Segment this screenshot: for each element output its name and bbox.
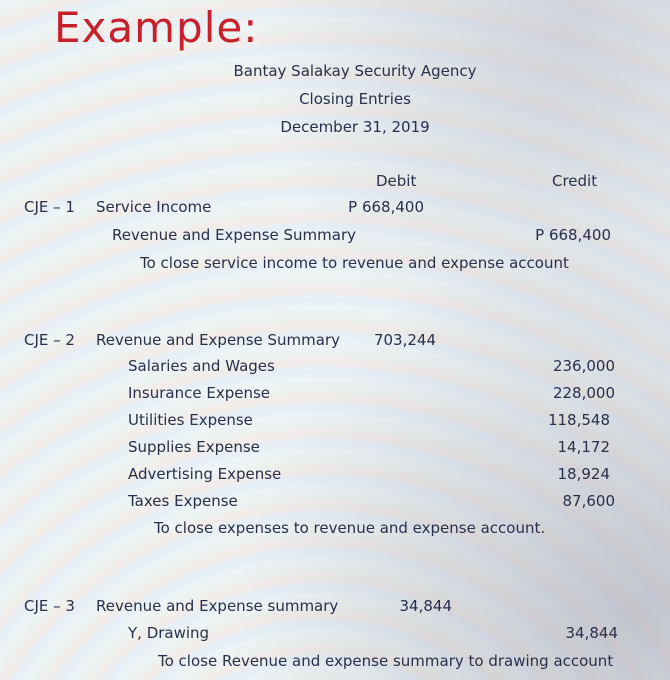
- company-name: Bantay Salakay Security Agency: [233, 62, 477, 80]
- debit-account: Revenue and Expense Summary: [96, 331, 340, 349]
- debit-column-header: Debit: [376, 172, 417, 190]
- debit-amount: 703,244: [373, 331, 436, 349]
- credit-account: Y, Drawing: [128, 624, 210, 642]
- credit-column-header: Credit: [552, 172, 598, 190]
- credit-account: Taxes Expense: [128, 492, 238, 510]
- entry-explanation: To close Revenue and expense summary to drawing account: [158, 652, 614, 670]
- credit-amount: 228,000: [552, 384, 615, 402]
- credit-account: Revenue and Expense Summary: [112, 226, 356, 244]
- credit-amount: 236,000: [552, 357, 615, 375]
- entry-code: CJE – 1: [24, 198, 75, 216]
- statement-name: Closing Entries: [299, 90, 411, 108]
- entry-explanation: To close expenses to revenue and expense account.: [154, 519, 546, 537]
- debit-amount: 34,844: [399, 597, 452, 615]
- credit-amount: 34,844: [565, 624, 618, 642]
- credit-amount: 18,924: [557, 465, 610, 483]
- debit-account: Service Income: [96, 198, 212, 216]
- credit-amount: 87,600: [562, 492, 615, 510]
- credit-amount: 14,172: [557, 438, 610, 456]
- debit-account: Revenue and Expense summary: [96, 597, 339, 615]
- statement-date: December 31, 2019: [280, 118, 430, 136]
- credit-account: Insurance Expense: [128, 384, 271, 402]
- credit-amount: P 668,400: [535, 226, 611, 244]
- page-title: Example:: [54, 3, 259, 52]
- entry-code: CJE – 3: [24, 597, 75, 615]
- entry-explanation: To close service income to revenue and expense account: [140, 254, 569, 272]
- credit-account: Supplies Expense: [128, 438, 260, 456]
- debit-amount: P 668,400: [348, 198, 424, 216]
- credit-account: Advertising Expense: [128, 465, 282, 483]
- credit-account: Salaries and Wages: [128, 357, 275, 375]
- credit-amount: 118,548: [547, 411, 610, 429]
- credit-account: Utilities Expense: [128, 411, 253, 429]
- entry-code: CJE – 2: [24, 331, 75, 349]
